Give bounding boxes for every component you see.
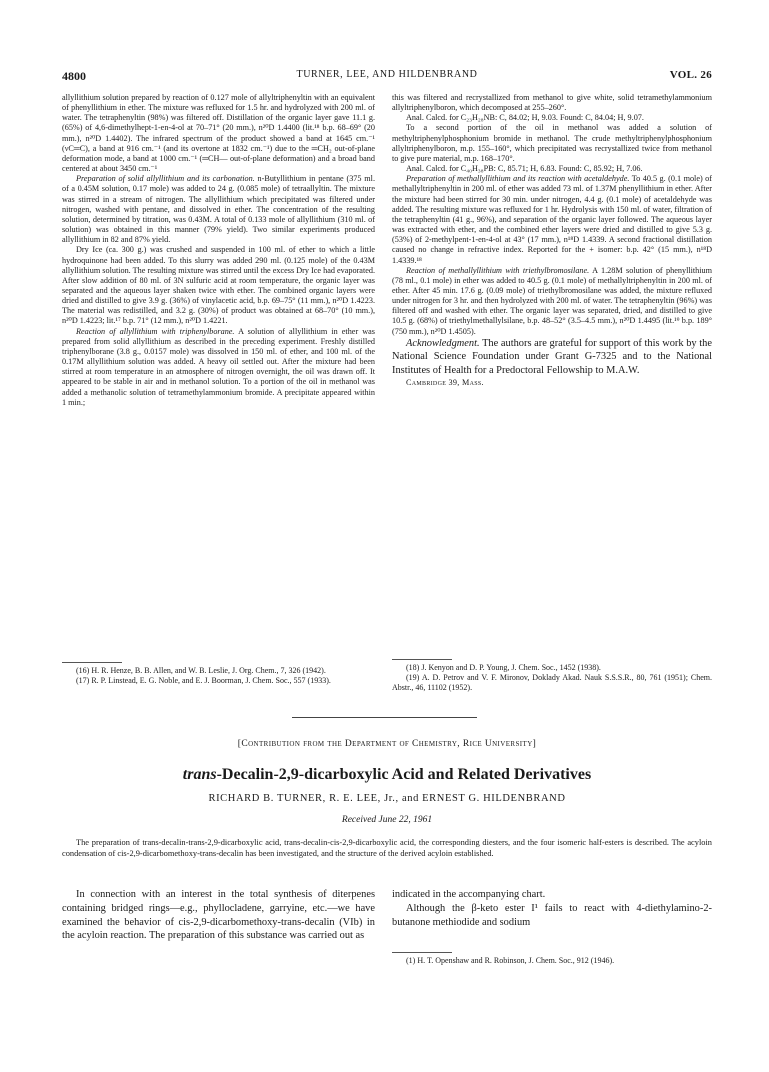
footnote-17: (17) R. P. Linstead, E. G. Noble, and E. J. Boorman, J. Chem. Soc., 557 (1933). <box>76 676 331 685</box>
analysis-1: Anal. Calcd. for C₂₃H₂₈NB: C, 84.02; H, 9.03. Found: C, 84.04; H, 9.07. <box>406 113 644 123</box>
intro-continuation: indicated in the accompanying chart. <box>392 889 546 900</box>
footnote-19: (19) A. D. Petrov and V. F. Mironov, Doklady Akad. Nauk S.S.S.R., 80, 761 (1951); Chem. Abstr., 46, 11102 (1952). <box>392 673 712 692</box>
footnote-16: (16) H. R. Henze, B. B. Allen, and W. B. Leslie, J. Org. Chem., 7, 326 (1942). <box>76 666 326 675</box>
article-separator <box>292 717 477 718</box>
received-date: Received June 22, 1961 <box>341 815 433 825</box>
left-footnotes <box>62 658 375 686</box>
keto-ester-paragraph: Although the β-keto ester I¹ fails to react with 4-diethylamino-2-butanone methiodide and sodium <box>392 902 712 928</box>
article-authors: RICHARD B. TURNER, R. E. LEE, Jr., and ERNEST G. HILDENBRAND <box>208 793 566 804</box>
section-heading-solid-allyllithium: Preparation of solid allyllithium and its carbonation. <box>76 174 255 184</box>
right-paragraph-1: this was filtered and recrystallized from methanol to give white, solid tetramethylammonium allyltriphenylboron, which decomposed at 255–260°. <box>392 93 712 113</box>
page-number: 4800 <box>62 69 86 83</box>
article-body-right <box>392 888 712 929</box>
left-paragraph-2: Preparation of solid allyllithium and its carbonation. n-Butyllithium in pentane (375 ml. of a 0.45M solution, 0.17 mole) was added to 24 g. (0.085 mole) of tetraallyltin. The mixture was stirred in a stream of nitrogen. The allyllithium which precipitated was filtered under nitrogen, washed with pentane, and dissolved in ether. The concentration of the resulting solution, determined by titration, was 0.43M. A total of 0.133 mole of allyllithium (310 ml. of solution) was obtained in this manner (79% yield). Two similar experiments produced allyllithium in 82 and 87% yield. <box>62 174 375 245</box>
analysis-2: Anal. Calcd. for C₄₀H₃₈PB: C, 85.71; H, 6.83. Found: C, 85.92; H, 7.06. <box>406 164 643 174</box>
footnote-18: (18) J. Kenyon and D. P. Young, J. Chem. Soc., 1452 (1938). <box>406 663 601 672</box>
article-body-left <box>62 888 375 943</box>
acknowledgment-heading: Acknowledgment. <box>406 337 480 349</box>
running-title: TURNER, LEE, AND HILDENBRAND <box>296 69 478 80</box>
institution-place: Cambridge 39, Mass. <box>406 377 484 387</box>
left-paragraph-1: allyllithium solution prepared by reaction of 0.127 mole of allyltriphenyltin with an equivalent of phenyllithium in ether. The mixture was refluxed for 1.5 hr. and hydrolyzed with 200 ml. of water. The tetraphenyltin (98%) was filtered off. Distillation of the organic layer gave 11.1 g. (65%) of 4,6-dimethylhept-1-en-4-ol at 70–71° (20 mm.), n²⁰D 1.4400 (lit.¹⁸ b.p. 68–69° (20 mm.), n²⁰D 1.4402). The infrared spectrum of the product showed a band at 1645 cm.⁻¹ (νC═C), a band at 916 cm.⁻¹ (and its overtone at 1832 cm.⁻¹) due to the ═CH₂ out-of-plane deformation mode, a band at 1000 cm.⁻¹ (═CH— out-of-plane deformation) and a broad band centered at about 3450 cm.⁻¹ <box>62 93 375 174</box>
article-title: trans-Decalin-2,9-dicarboxylic Acid and Related Derivatives <box>182 766 592 783</box>
contribution-line: [Contribution from the Department of Chemistry, Rice University] <box>237 739 537 749</box>
footnote-1: (1) H. T. Openshaw and R. Robinson, J. Chem. Soc., 912 (1946). <box>406 956 615 965</box>
right-footnotes <box>392 655 712 693</box>
abstract: The preparation of trans-decalin-trans-2,9-dicarboxylic acid, trans-decalin-cis-2,9-dicarboxylic acid, the corresponding diesters, and the four isomeric half-esters is described. The acyloin condensation of cis-2,9-dicarbomethoxy-trans-decalin has been investigated, and the structure of the derived acyloin established. <box>62 838 712 858</box>
article-footnotes <box>392 948 712 966</box>
right-column <box>392 93 712 388</box>
right-paragraph-3: Preparation of methallyllithium and its reaction with acetaldehyde. To 40.5 g. (0.1 mole) of methallyltriphenyltin in 200 ml. of ether was added 73 ml. of 1.37M phenyllithium in ether. After the mixture had been stirred for 30 min. under nitrogen, 4.4 g. (0.1 mole) of acetaldehyde was added. The resulting mixture was refluxed for 1 hr. Hydrolysis with 150 ml. of water, filtration of the tetraphenyltin (41 g., 96%), and separation of the organic layer followed. The aqueous layer was extracted with ether, and the combined ether layers were dried and distilled to give 5.3 g. (53%) of 2-methylpent-1-en-4-ol at 43° (17 mm.), n¹⁸D 1.4339. A second fractional distillation caused no change in refractive index. Reported for the + isomer: b.p. 42° (15 mm.), n¹⁸D 1.4339.¹⁸ <box>392 174 712 265</box>
page-header <box>62 69 712 83</box>
acknowledgment: Acknowledgment. The authors are grateful for support of this work by the National Science Foundation under Grant G-7325 and to the National Institutes of Health for a Predoctoral Fellowship to M.A.W. <box>392 337 712 376</box>
intro-paragraph: In connection with an interest in the total synthesis of diterpenes containing bridged rings—e.g., phyllocladene, garryine, etc.—we have examined the behavior of cis-2,9-dicarbomethoxy-trans-decalin (VIb) in the acyloin reaction. The preparation of this substance was carried out as <box>62 889 375 942</box>
right-paragraph-2: To a second portion of the oil in methanol was added a solution of methyltriphenylphosphonium bromide in methanol. The crude methyltriphenylphosphonium allyltriphenylboron, m.p. 155–160°, which precipitated was recrystallized twice from methanol to give pure material, m.p. 168–170°. <box>392 123 712 163</box>
left-paragraph-3: Dry Ice (ca. 300 g.) was crushed and suspended in 100 ml. of ether to which a little hydroquinone had been added. To this slurry was added 290 ml. (0.125 mole) of the 0.43M allyllithium solution. The resulting mixture was stirred until the excess Dry Ice had evaporated. After slow addition of 80 ml. of 3N sulfuric acid at room temperature, the organic layer was separated and the aqueous layer shaken twice with ether. The combined organic layers were dried and distilled to give 3.9 g. (36%) of vinylacetic acid, b.p. 69–75° (11 mm.), n²⁰D 1.4223. The material was redistilled, and 3.2 g. (30%) of product was obtained at 68–70° (10 mm.), n²⁰D 1.4223; lit.¹⁷ b.p. 71° (12 mm.), n²⁰D 1.4221. <box>62 245 375 326</box>
left-paragraph-4: Reaction of allyllithium with triphenylborane. A solution of allyllithium in ether was prepared from solid allyllithium as described in the preceding experiment. Freshly distilled triphenylborane (3.8 g., 0.0157 mole) was dissolved in 150 ml. of ether, and 100 ml. of the 0.17M allyllithium solution was added. A heavy oil settled out. After the mixture had been stirred at room temperature in an atmosphere of nitrogen overnight, the oil was drawn off. It appeared to be stable in air and in methanol solution. To a portion of the oil in methanol was added a methanolic solution of tetramethylammonium bromide. A precipitate appeared within 1 min.; <box>62 326 375 407</box>
section-heading-triphenylborane: Reaction of allyllithium with triphenylborane. <box>76 326 235 336</box>
right-paragraph-4: Reaction of methallyllithium with triethylbromosilane. A 1.28M solution of phenyllithium (78 ml., 0.1 mole) in ether was added to 40.5 g. (0.1 mole) of methallyltriphenyltin in 200 ml. of ether. After 45 min. 17.6 g. (0.09 mole) of triethylbromosilane was added, the mixture refluxed under nitrogen for 3 hr. and then hydrolyzed with 200 ml. of water. The tetraphenyltin (96%) was filtered off and washed with ether. The organic layer was separated, dried, and distilled to give 10.5 g. (68%) of triethylmethallylsilane, b.p. 48–52° (3.5–4.5 mm.), n²⁰D 1.4495 (lit.¹⁹ b.p. 189° (750 mm.), n²⁰D 1.4505). <box>392 265 712 336</box>
volume-label: VOL. 26 <box>669 69 712 81</box>
left-column <box>62 93 375 408</box>
section-heading-triethylbromosilane: Reaction of methallyllithium with triethylbromosilane. <box>406 265 590 275</box>
footnote-rule <box>392 952 452 953</box>
footnote-rule <box>62 662 122 663</box>
footnote-rule <box>392 659 452 660</box>
section-heading-methallyllithium: Preparation of methallyllithium and its reaction with acetaldehyde. <box>406 174 630 184</box>
